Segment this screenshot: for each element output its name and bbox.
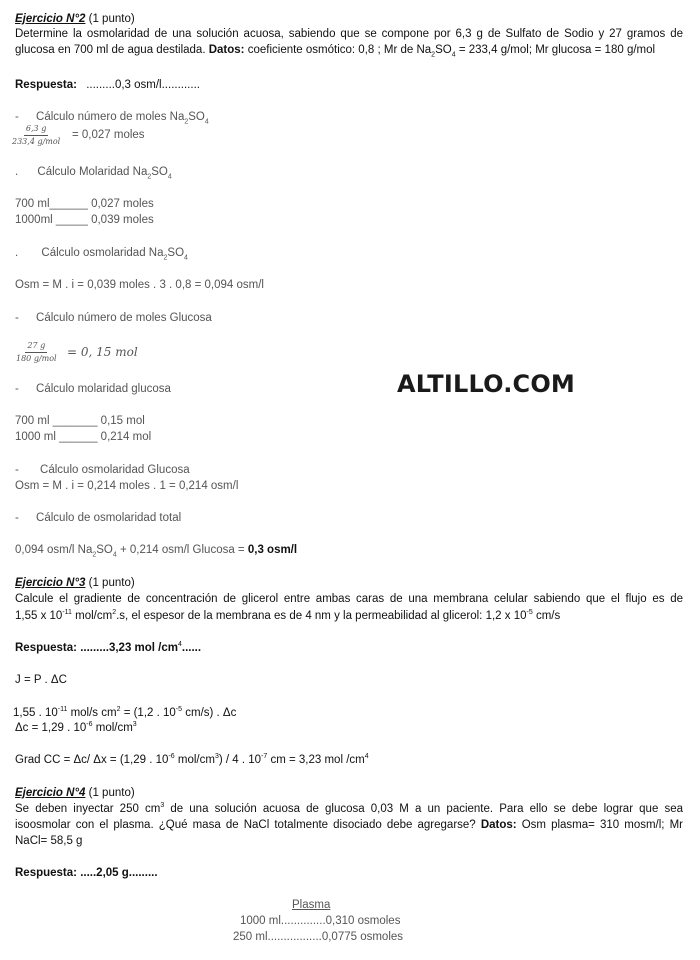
plasma-title: Plasma: [292, 899, 331, 911]
ex2-step2-heading: . Cálculo Molaridad $Na_2SO_4$: [15, 166, 172, 181]
ex2-step1-fraction: 6,3 g 233,4 g/mol: [12, 124, 61, 146]
ex2-points: (1 punto): [88, 13, 135, 25]
ex4-statement-2: isoosmolar con el plasma. ¿Qué masa de NaCl totalmente disociado debe agregarse? Datos: Osm plasma= 310 mosm/l; Mr: [15, 819, 683, 831]
ex2-step5-line2: 1000 ml ______ 0,214 mol: [15, 431, 152, 443]
ex2-step6-line: Osm = M . i = 0,214 moles . 1 = 0,214 osm/l: [15, 480, 239, 492]
ex3-title: Ejercicio N°3: [15, 577, 86, 589]
ex2-step4-fraction: 27 g 180 g/mol: [16, 341, 57, 363]
plasma-line2: 250 ml.................0,0775 osmoles: [233, 931, 404, 943]
ex3-answer: Respuesta: .........3,23 mol $/cm^4$......: [15, 641, 202, 654]
ex2-step6-heading: - Cálculo osmolaridad Glucosa: [15, 464, 190, 476]
ex4-statement-1: Se deben inyectar 250 $cm^3$ de una solución acuosa de glucosa 0,03 M a un paciente. Para ello se debe lograr que sea: [15, 802, 684, 815]
ex2-total: 0,094 osm/l $Na_2SO_4 + 0,214$ osm/l Glucosa = 0,3 osm/l: [15, 544, 298, 559]
ex2-step1-result: = 0,027 moles: [72, 129, 145, 141]
ex4-points: (1 punto): [88, 787, 135, 799]
ex2-step5-line1: 700 ml _______ 0,15 mol: [15, 415, 145, 427]
altillo-watermark: ALTILLO.COM: [397, 370, 576, 398]
ex4-answer: Respuesta: .....2,05 g.........: [15, 867, 158, 879]
ex3-statement-1: Calcule el gradiente de concentración de glicerol entre ambas caras de una membrana celular sabiendo que el flujo es de: [15, 593, 683, 605]
ex2-step4-result: = 0, 15 mol: [67, 345, 138, 359]
ex2-step5-heading: - Cálculo molaridad glucosa: [15, 383, 171, 395]
ex2-statement-1: Determine la osmolaridad de una solución acuosa, sabiendo que se compone por 6,3 g de Sulfato de Sodio y 27 gramos de: [15, 28, 683, 40]
ex2-step3-heading: . Cálculo osmolaridad $Na_2SO_4$: [15, 247, 188, 262]
ex3-title-line: [15, 576, 135, 591]
ex2-step4-heading: - Cálculo número de moles Glucosa: [15, 312, 212, 324]
ex4-title-line: [15, 786, 135, 801]
ex2-statement-2: glucosa en 700 ml de agua destilada. Datos: coeficiente osmótico: 0,8 ; Mr de $Na_2SO_4 = 233,4$ g/mol; Mr glucosa = 180 g/mol: [15, 44, 656, 59]
ex3-eq3: Δc = 1,29 . $10^{-6}$ mol/$cm^3$: [15, 721, 137, 734]
ex2-title-line: [15, 12, 135, 27]
ex2-answer: Respuesta: .........0,3 osm/l............: [15, 79, 200, 91]
ex3-eq1: J = P . ΔC: [15, 674, 67, 686]
ex3-eq4: Grad CC = Δc/ Δx = (1,29 . $10^{-6}$ mol/$cm^3) / 4$ . $10^{-7}$ cm = 3,23 mol $/cm^4$: [15, 753, 369, 766]
ex2-step2-line1: 700 ml______ 0,027 moles: [15, 198, 154, 210]
ex2-step3-line: Osm = M . i = 0,039 moles . 3 . 0,8 = 0,094 osm/l: [15, 279, 264, 291]
ex4-statement-3: NaCl= 58,5 g: [15, 835, 83, 847]
ex3-eq2: 1,55 . $10^{-11}$ mol/s $cm^2 = (1,2$ . $10^{-5}$ cm/s) . Δc: [13, 706, 237, 719]
ex3-points: (1 punto): [88, 577, 135, 589]
ex2-title: Ejercicio N°2: [15, 13, 86, 25]
ex3-statement-2: 1,55 x $10^{-11}$ mol/$cm^2.s$, el espesor de la membrana es de 4 nm y la permeabilidad al glicerol: 1,2 x $10^{-5}$ cm/s: [15, 609, 561, 622]
ex2-step2-line2: 1000ml _____ 0,039 moles: [15, 214, 154, 226]
ex2-step7-heading: - Cálculo de osmolaridad total: [15, 512, 182, 524]
plasma-line1: 1000 ml..............0,310 osmoles: [240, 915, 401, 927]
ex2-step1-heading: - Cálculo número de moles $Na_2SO_4$: [15, 111, 209, 126]
ex4-title: Ejercicio N°4: [15, 787, 86, 799]
